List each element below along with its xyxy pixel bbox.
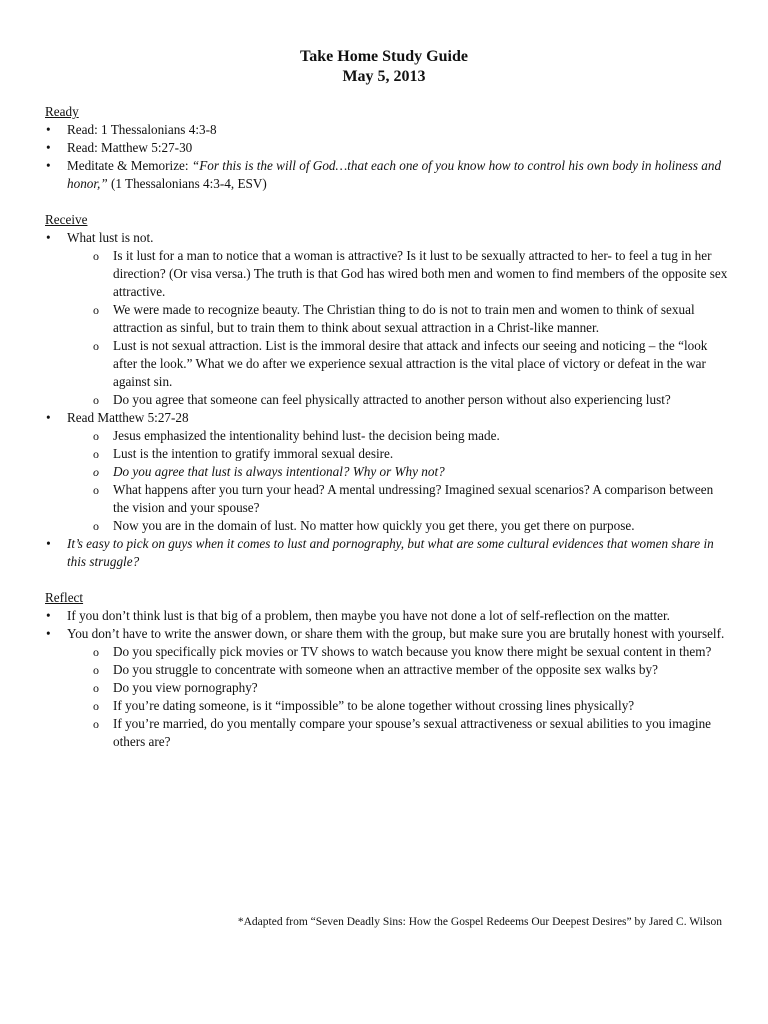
reflect-list [45,607,730,751]
section-heading-ready: Ready [45,104,79,119]
list-item [45,157,730,193]
sub-list-item: o Jesus emphasized the intentionality behind lust- the decision being made. [91,427,730,445]
sub-list [91,427,730,535]
section-heading-receive: Receive [45,212,88,227]
list-item-text: What lust is not. [67,230,154,245]
list-item [45,409,730,427]
list-item: • It’s easy to pick on guys when it comes to lust and pornography, but what are some cultural evidences that women share in this struggle? [45,535,730,571]
sub-list-item: o If you’re dating someone, is it “impossible” to be alone together without crossing lines physically? [91,697,730,715]
list-item: • Read: 1 Thessalonians 4:3-8 [45,121,730,139]
sub-list-item: o Lust is the intention to gratify immoral sexual desire. [91,445,730,463]
sub-list-item: o We were made to recognize beauty. The Christian thing to do is not to train men and women to think of sexual attraction as sinful, but to train them to think about sexual attraction in a Christ-like manner. [91,301,730,337]
sub-list-item: o Do you specifically pick movies or TV shows to watch because you know there might be sexual content in them? [91,643,730,661]
ready-list [45,121,730,193]
sub-list-item: o Do you view pornography? [91,679,730,697]
sub-list-item: o Now you are in the domain of lust. No matter how quickly you get there, you get there on purpose. [91,517,730,535]
sub-list-item: o Is it lust for a man to notice that a woman is attractive? Is it lust to be sexually attracted to her- to feel a tug in her direction? (Or visa versa.) The truth is that God has wired both men and women to find members of the opposite sex attractive. [91,247,730,301]
sub-list-item: o What happens after you turn your head? A mental undressing? Imagined sexual scenarios? A comparison between the vision and your spouse? [91,481,730,517]
list-item [45,229,730,247]
list-item: • Read: Matthew 5:27-30 [45,139,730,157]
sub-list-item: o Do you agree that someone can feel physically attracted to another person without also experiencing lust? [91,391,730,409]
page-title: Take Home Study Guide [300,48,468,65]
list-item: • You don’t have to write the answer down, or share them with the group, but make sure you are brutally honest with yourself. [45,625,730,643]
sub-list-item: o Lust is not sexual attraction. List is the immoral desire that attack and infects our seeing and noticing – the “look after the look.” What we do after we experience sexual attraction is the vital place of victory or defeat in the war against sin. [91,337,730,391]
list-item-text: Read Matthew 5:27-28 [67,410,189,425]
sub-list-item: o Do you struggle to concentrate with someone when an attractive member of the opposite sex walks by? [91,661,730,679]
sub-list [91,643,730,751]
page-date: May 5, 2013 [342,68,426,85]
footnote-attribution: *Adapted from “Seven Deadly Sins: How the Gospel Redeems Our Deepest Desires” by Jared C. Wilson [237,916,722,928]
meditate-label: Meditate & Memorize: [67,158,192,173]
section-heading-reflect: Reflect [45,590,84,605]
study-guide-body [45,103,730,751]
sub-list [91,247,730,409]
receive-list [45,229,730,571]
sub-list-item: o Do you agree that lust is always intentional? Why or Why not? [91,463,730,481]
list-item: • If you don’t think lust is that big of a problem, then maybe you have not done a lot of self-reflection on the matter. [45,607,730,625]
meditate-reference: (1 Thessalonians 4:3-4, ESV) [107,176,267,191]
meditate-quote: “For this is the will of God…that each one of you know how to control his own body in holiness and honor,” [67,158,722,191]
sub-list-item: o If you’re married, do you mentally compare your spouse’s sexual attractiveness or sexual abilities to you imagine others are? [91,715,730,751]
